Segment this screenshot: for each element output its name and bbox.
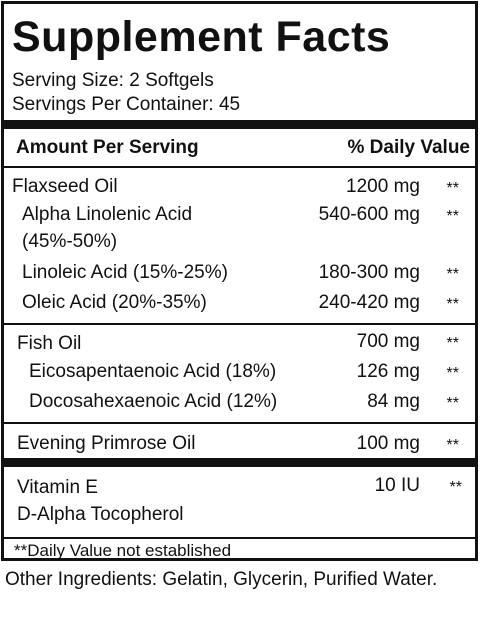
divider-thin — [4, 166, 475, 168]
servings-per-container: Servings Per Container: 45 — [12, 94, 241, 115]
row-dv: ** — [446, 296, 459, 313]
row-amount: 180-300 mg — [318, 262, 420, 283]
row-amount: 1200 mg — [346, 176, 420, 197]
footnote: **Daily Value not established — [14, 541, 232, 560]
row-name: Oleic Acid (20%-35%) — [22, 292, 207, 313]
row-amount: 100 mg — [356, 433, 420, 454]
row-amount: 240-420 mg — [318, 292, 420, 313]
row-amount: 10 IU — [374, 475, 420, 496]
row-name-line2: (45%-50%) — [22, 231, 118, 252]
supplement-facts-panel — [1, 1, 478, 561]
divider-thin — [4, 537, 475, 539]
row-name: Eicosapentaenoic Acid (18%) — [29, 361, 277, 382]
panel-title: Supplement Facts — [12, 13, 391, 61]
row-dv: ** — [446, 208, 459, 225]
row-name-line2: D-Alpha Tocopherol — [17, 504, 184, 525]
row-name: Vitamin E — [17, 477, 98, 498]
row-name: Alpha Linolenic Acid — [22, 204, 193, 225]
row-name: Docosahexaenoic Acid (12%) — [29, 391, 278, 412]
row-dv: ** — [446, 365, 459, 382]
row-name: Flaxseed Oil — [12, 176, 118, 197]
row-dv: ** — [449, 479, 462, 496]
row-dv: ** — [446, 180, 459, 197]
row-name: Linoleic Acid (15%-25%) — [22, 262, 228, 283]
divider-thick — [4, 458, 475, 467]
daily-value-header: % Daily Value — [347, 137, 470, 158]
amount-per-serving-header: Amount Per Serving — [16, 137, 199, 158]
divider-thick — [4, 120, 475, 129]
row-amount: 84 mg — [367, 391, 420, 412]
row-amount: 540-600 mg — [318, 204, 420, 225]
row-name: Evening Primrose Oil — [17, 433, 196, 454]
row-amount: 126 mg — [356, 361, 420, 382]
serving-size: Serving Size: 2 Softgels — [12, 70, 214, 91]
divider-thin — [4, 422, 475, 424]
row-amount: 700 mg — [356, 331, 420, 352]
row-dv: ** — [446, 266, 459, 283]
other-ingredients: Other Ingredients: Gelatin, Glycerin, Purified Water. — [5, 569, 438, 590]
row-dv: ** — [446, 437, 459, 454]
divider-thin — [4, 323, 475, 325]
row-dv: ** — [446, 395, 459, 412]
row-dv: ** — [446, 335, 459, 352]
row-name: Fish Oil — [17, 333, 82, 354]
